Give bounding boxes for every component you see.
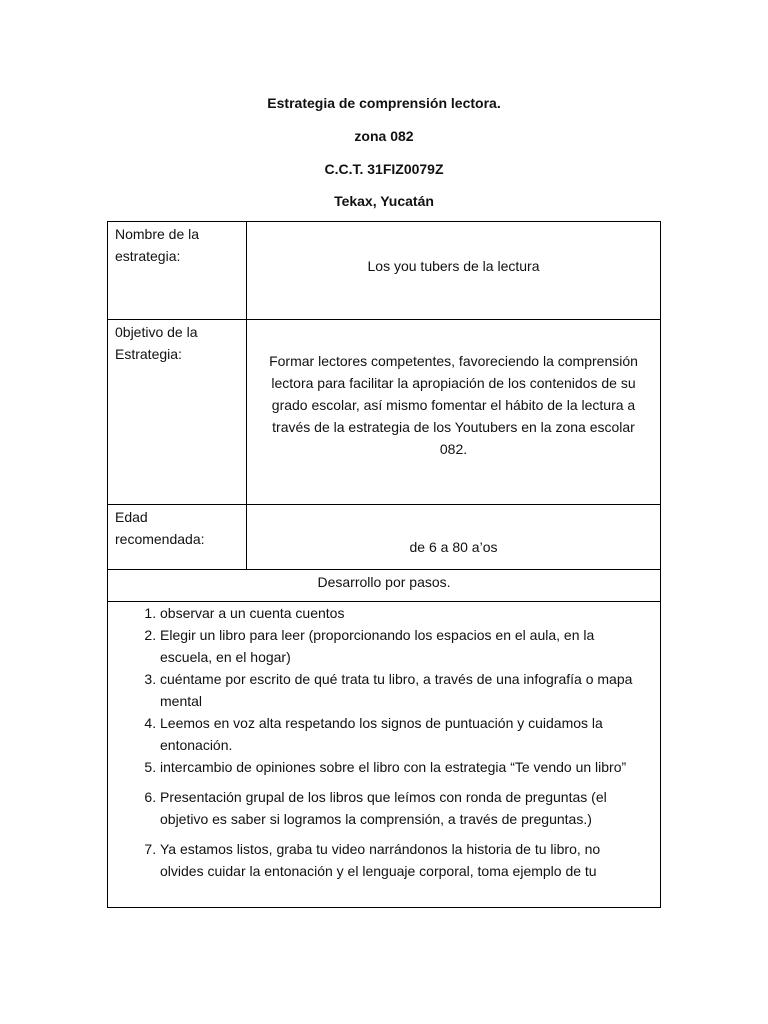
strategy-table (107, 221, 661, 908)
name-label: Nombre de la estrategia: (115, 226, 200, 264)
location-line: Tekax, Yucatán (334, 193, 434, 209)
list-item: 3. cuéntame por escrito de qué trata tu libro, a través de una infografía o mapa mental (160, 668, 636, 712)
table-row-steps (108, 602, 661, 908)
development-header: Desarrollo por pasos. (317, 574, 451, 590)
list-item: 6. Presentación grupal de los libros que leímos con ronda de preguntas (el objetivo es saber si logramos la comprensión, a través de preguntas.) (160, 786, 636, 830)
age-label: Edad recomendada: (115, 509, 205, 547)
objective-value-cell (247, 320, 661, 505)
name-value-cell (247, 222, 661, 320)
name-label-cell (108, 222, 247, 320)
list-item: 4. Leemos en voz alta respetando los signos de puntuación y cuidamos la entonación. (160, 712, 636, 756)
list-item: 7. Ya estamos listos, graba tu video narrándonos la historia de tu libro, no olvides cuidar la entonación y el lenguaje corporal, toma ejemplo de tu (160, 838, 636, 882)
objective-label-cell (108, 320, 247, 505)
objective-label: 0bjetivo de la Estrategia: (115, 324, 198, 362)
name-value: Los you tubers de la lectura (367, 258, 540, 274)
age-value-cell (247, 505, 661, 570)
steps-list (108, 602, 660, 882)
objective-value: Formar lectores competentes, favoreciendo la comprensión lectora para facilitar la apropiación de los contenidos de su grado escolar, así mismo fomentar el hábito de la lectura a través de la estrategia de los Youtubers en la zona escolar 082. (269, 353, 638, 457)
zone-line: zona 082 (354, 128, 414, 144)
table-row-objective (108, 320, 661, 505)
development-header-cell (108, 570, 661, 602)
table-row-age (108, 505, 661, 570)
cct-line: C.C.T. 31FIZ0079Z (324, 161, 444, 177)
list-item: 1. observar a un cuenta cuentos (160, 602, 636, 624)
age-value: de 6 a 80 a’os (409, 539, 498, 555)
document-title: Estrategia de comprensión lectora. (267, 95, 501, 111)
table-row-name (108, 222, 661, 320)
list-item: 2. Elegir un libro para leer (proporcionando los espacios en el aula, en la escuela, en el hogar) (160, 624, 636, 668)
list-item: 5. intercambio de opiniones sobre el libro con la estrategia “Te vendo un libro” (160, 756, 636, 778)
steps-cell (108, 602, 661, 908)
table-row-development-header (108, 570, 661, 602)
age-label-cell (108, 505, 247, 570)
